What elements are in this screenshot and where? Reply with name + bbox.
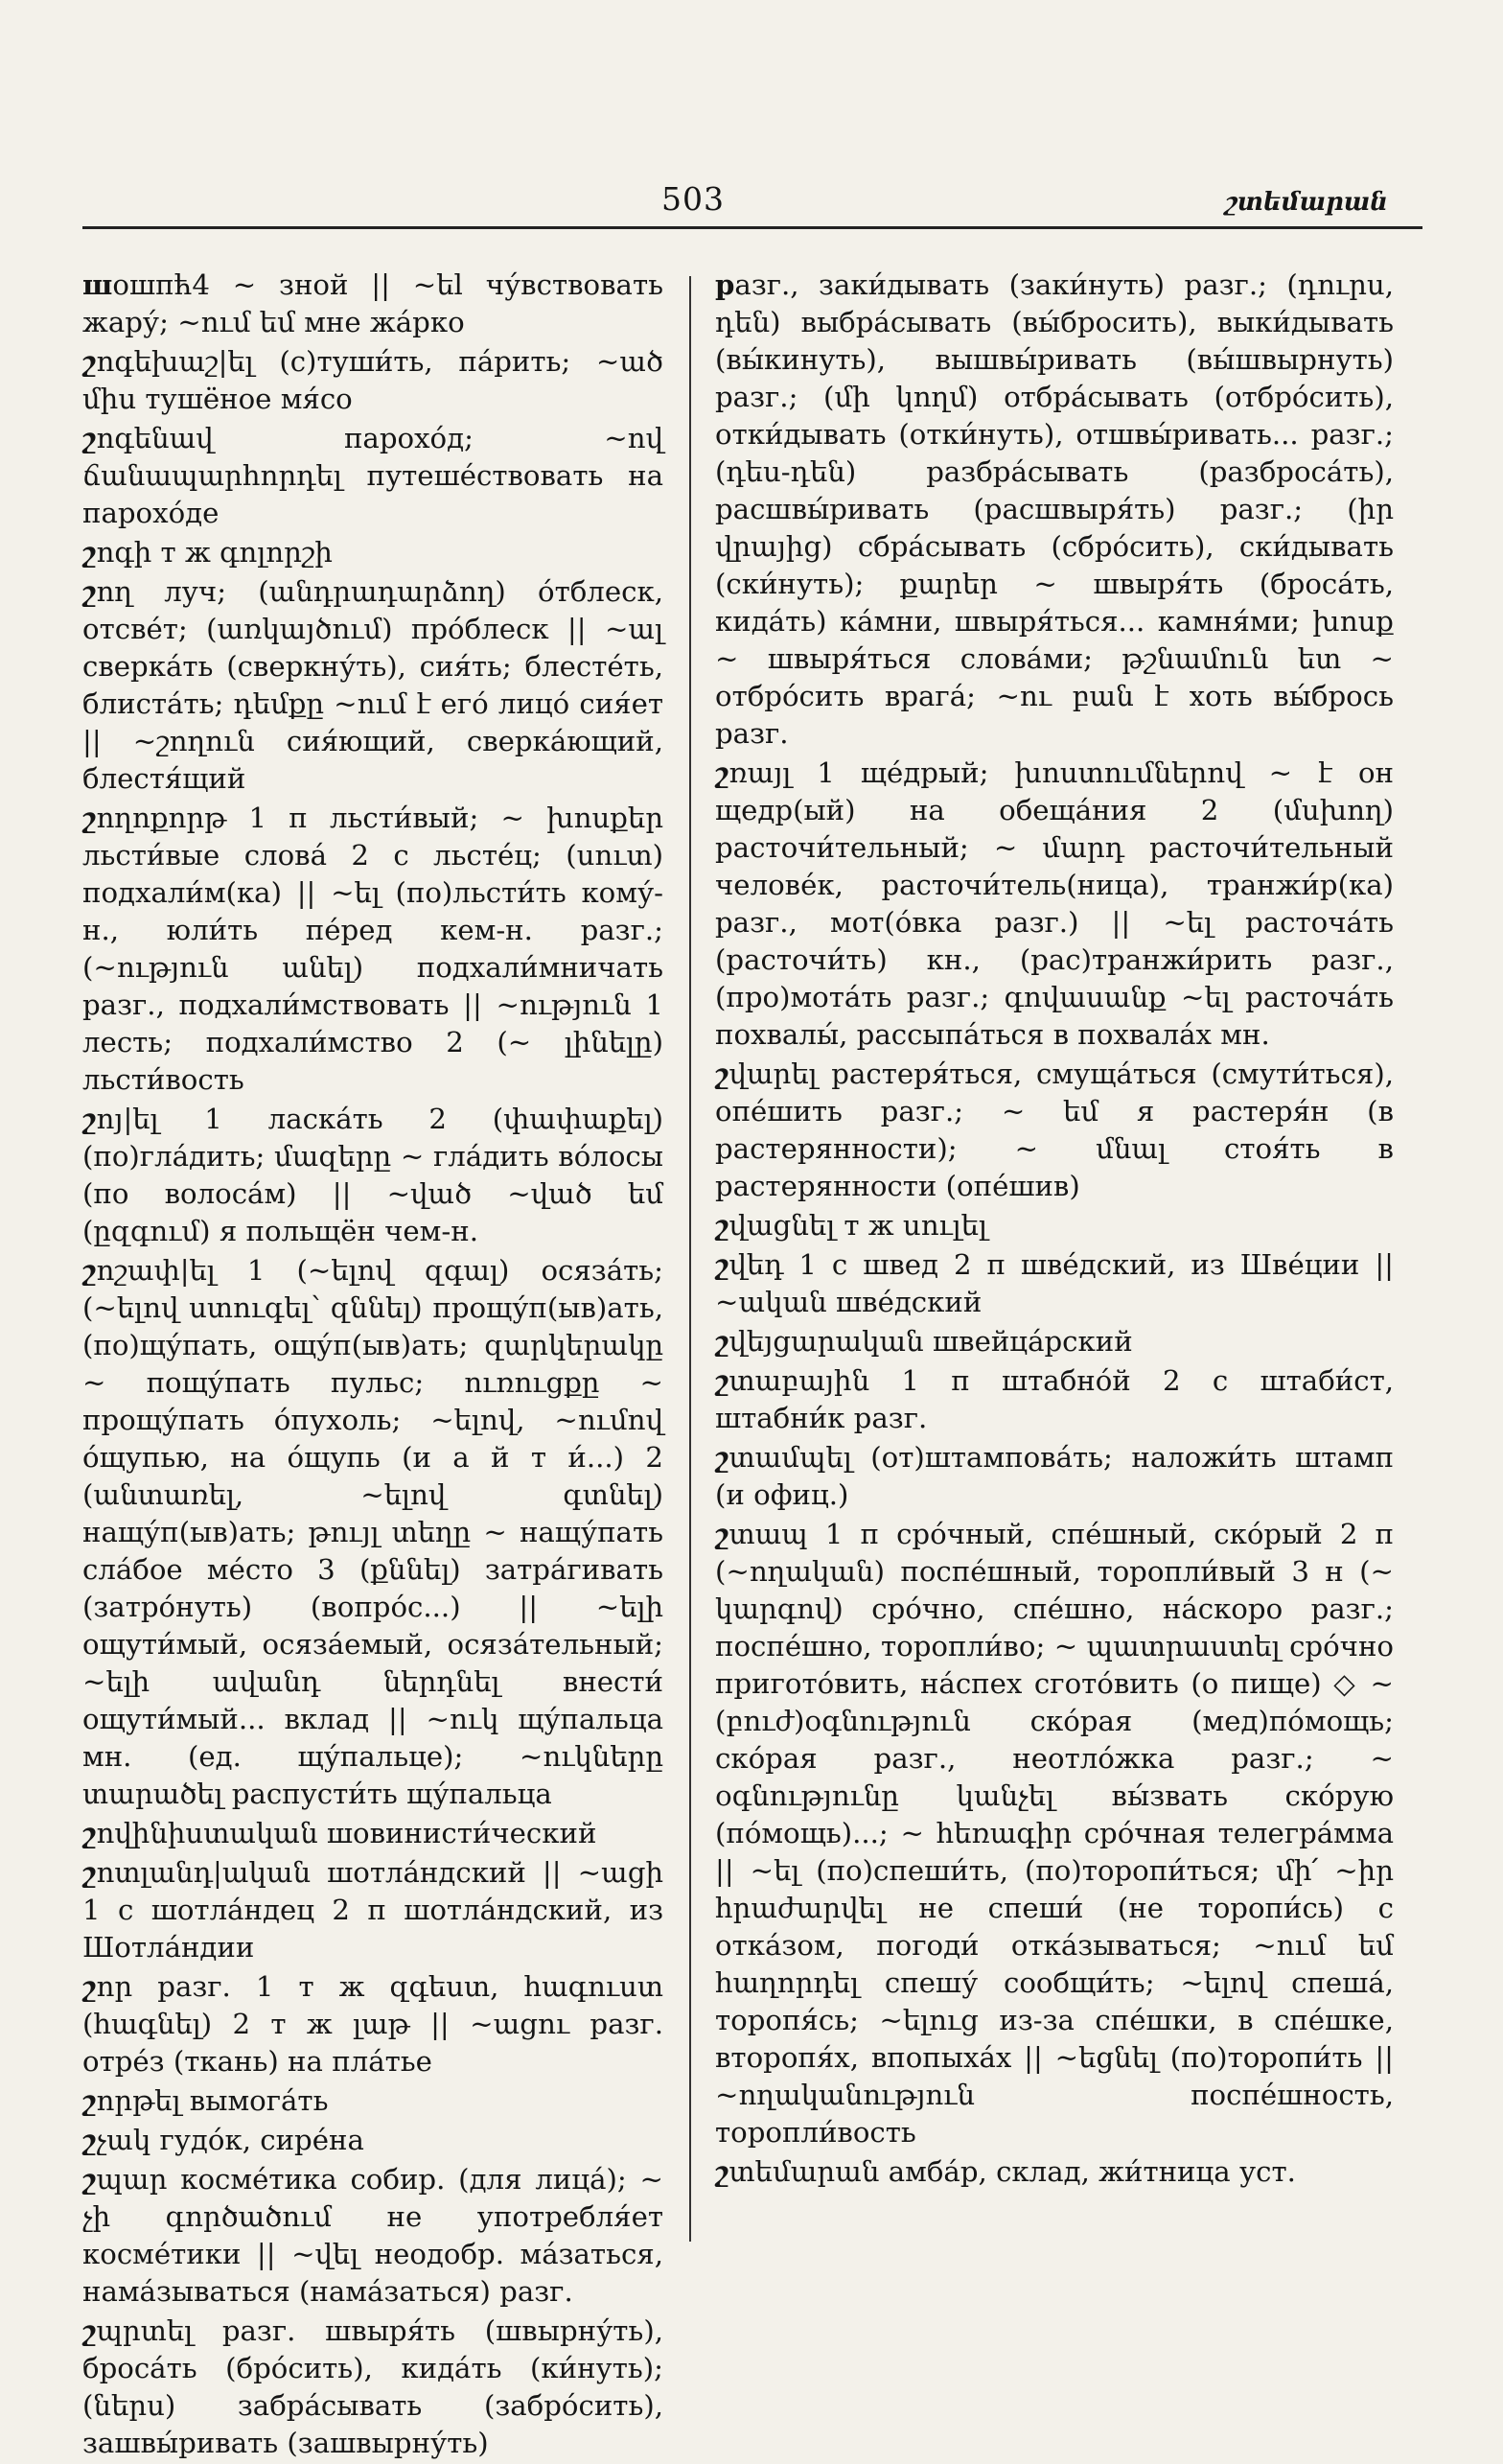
- dictionary-entry: շոր разг. 1 т ж զգեստ, հագուստ (հագնել) 2 т ж լաթ || ~ացու разг. отре́з (ткань) на пла́тье: [82, 1970, 663, 2078]
- dictionary-entry: шошпћ4 ~ зной || ~եl чу́вствовать жару́; ~ում եմ мне жа́рко: [82, 268, 663, 338]
- dictionary-entry: շտեմարան амба́р, склад, жи́тница уст.: [715, 2155, 1296, 2188]
- dictionary-entry: շվեդ 1 с швед 2 п шве́дский, из Шве́ции || ~ական шве́дский: [715, 1248, 1394, 1318]
- dictionary-entry: շոտլանդ|ական шотла́ндский || ~ացի 1 с шотла́ндец 2 п шотла́ндский, из Шотла́ндии: [82, 1856, 663, 1964]
- dictionary-entry: շոգենավ парохо́д; ~ով ճանապարհորդել путеше́ствовать на парохо́де: [82, 422, 663, 529]
- header-rule: [82, 226, 1422, 229]
- dictionary-entry: շոգեխաշ|ել (с)туши́ть, па́рить; ~ած միս тушёное мя́со: [82, 345, 663, 415]
- dictionary-entry: շոգի т ж գոլորշի: [82, 536, 333, 569]
- dictionary-entry: շվարել растеря́ться, смуща́ться (смути́ться), опе́шить разг.; ~ եմ я растеря́н (в растерянности); ~ մնալ стоя́ть в растерянности (опе́шив): [715, 1058, 1394, 1202]
- dictionary-entry: разг., заки́дывать (заки́нуть) разг.; (դուրս, դեն) выбра́сывать (вы́бросить), выки́дывать (вы́кинуть), вышвы́ривать (вы́швырнуть) разг.; (մի կողմ) отбра́сывать (отбро́сить), отки́дывать (отки́нуть), отшвы́ривать... разг.; (դես-դեն) разбра́сывать (разброса́ть), расшвы́ривать (расшвыря́ть) разг.; (իր վրայից) сбра́сывать (сбро́сить), ски́дывать (ски́нуть); քարեր ~ швыря́ть (броса́ть, кида́ть) ка́мни, швыря́ться... камня́ми; խոսք ~ швыря́ться слова́ми; թշնամուն ետ ~ отбро́сить врага́; ~ու բան է хоть вы́брось разг.: [715, 268, 1394, 750]
- dictionary-entry: շվեյցարական швейца́рский: [715, 1325, 1133, 1358]
- dictionary-entry: շվացնել т ж սուլել: [715, 1209, 987, 1242]
- dictionary-entry: շտաբային 1 п штабно́й 2 с штаби́ст, штабни́к разг.: [715, 1364, 1394, 1434]
- dictionary-entry: շչակ гудо́к, сире́на: [82, 2124, 364, 2156]
- dictionary-entry: շող луч; (անդրադարձող) о́тблеск, отсве́т; (առկայծում) про́блеск || ~ալ сверка́ть (сверкну́ть), сия́ть; блесте́ть, блиста́ть; դեմքը ~ում է его́ лицо́ сия́ет || ~շողուն сия́ющий, сверка́ющий, блестя́щий: [82, 575, 663, 795]
- page-number: 503: [661, 180, 725, 218]
- running-head: շտեմարան: [1224, 188, 1388, 217]
- dictionary-entry: շորթել вымога́ть: [82, 2084, 329, 2117]
- dictionary-entry: շողոքորթ 1 п льсти́вый; ~ խոսքեր льсти́вые слова́ 2 с льсте́ц; (սուտ) подхали́м(ка) || ~ել (по)льсти́ть кому́-н., юли́ть пе́ред кем-н. разг.; (~ություն անել) подхали́мничать разг., подхали́мствовать || ~ություն 1 лесть; подхали́мство 2 (~ լինելը) льсти́вость: [82, 802, 663, 1096]
- dictionary-entry: շտամպել (от)штампова́ть; наложи́ть штамп (и офиц.): [715, 1441, 1394, 1511]
- dictionary-entry: շռայլ 1 ще́дрый; խոստումներով ~ է он щедр(ый) на обеща́ния 2 (մսխող) расточи́тельный; ~ մարդ расточи́тельный челове́к, расточи́тель(ница), транжи́р(ка) разг., мот(о́вка разг.) || ~ել расточа́ть (расточи́ть) кн., (рас)транжи́рить разг., (про)мота́ть разг.; գովասանք ~ել расточа́ть похвалы́, рассыпа́ться в похвала́х мн.: [715, 756, 1394, 1051]
- dictionary-entry: շոյ|ել 1 ласка́ть 2 (փափաքել) (по)гла́дить; մազերը ~ гла́дить во́лосы (по волоса́м) || ~ված ~ված եմ (ըզգում) я польщён чем-н.: [82, 1103, 663, 1247]
- dictionary-entry: շովինիստական шовинисти́ческий: [82, 1817, 597, 1849]
- right-column: [715, 267, 1394, 2193]
- column-divider: [689, 276, 691, 2242]
- left-column: [82, 267, 663, 2464]
- dictionary-entry: շտապ 1 п сро́чный, спе́шный, ско́рый 2 п (~ողական) поспе́шный, торопли́вый 3 н (~ կարգով) сро́чно, спе́шно, на́скоро разг.; поспе́шно, торопли́во; ~ պատրաստել сро́чно пригото́вить, на́спех сгото́вить (о пище) ◇ ~ (բուժ)օգնություն ско́рая (мед)по́мощь; ско́рая разг., неотло́жка разг.; ~ օգնությունը կանչել вы́звать ско́рую (по́мощь)...; ~ հեռագիր сро́чная телегра́мма || ~ել (по)спеши́ть, (по)торопи́ться; մի՛ ~իր հրաժարվել не спеши́ (не торопи́сь) с отка́зом, погоди́ отка́зываться; ~ում եմ հաղորդել спешу́ сообщи́ть; ~ելով спеша́, торопя́сь; ~ելուց из-за спе́шки, в спе́шке, второпя́х, впопыха́х || ~եցնել (по)торопи́ть || ~ողականություն поспе́шность, торопли́вость: [715, 1518, 1394, 2149]
- dictionary-entry: շոշափ|ել 1 (~ելով զգալ) осяза́ть; (~ելով ստուգել՝ զննել) прощу́п(ыв)ать, (по)щу́пать, ощу́п(ыв)ать; զարկերակը ~ пощу́пать пульс; ուռուցքը ~ прощу́пать о́пухоль; ~ելով, ~ումով о́щупью, на о́щупь (и а й т и́...) 2 (անտառել, ~ելով գտնել) нащу́п(ыв)ать; թույլ տեղը ~ нащу́пать сла́бое ме́сто 3 (քննել) затра́гивать (затро́нуть) (вопро́с...) || ~ելի ощути́мый, осяза́емый, осяза́тельный; ~ելի ավանդ ներդնել внести́ ощути́мый... вклад || ~ուկ щу́пальца мн. (ед. щу́пальце); ~ուկները տարածել распусти́ть щу́пальца: [82, 1254, 663, 1810]
- dictionary-entry: շպրտել разг. швыря́ть (швырну́ть), броса́ть (бро́сить), кида́ть (ки́нуть); (ներս) забра́сывать (забро́сить), зашвы́ривать (зашвырну́ть): [82, 2314, 663, 2459]
- dictionary-entry: շպար косме́тика собир. (для лица́); ~ չի գործածում не употребля́ет косме́тики || ~վել неодобр. ма́заться, нама́зываться (нама́заться) разг.: [82, 2163, 663, 2308]
